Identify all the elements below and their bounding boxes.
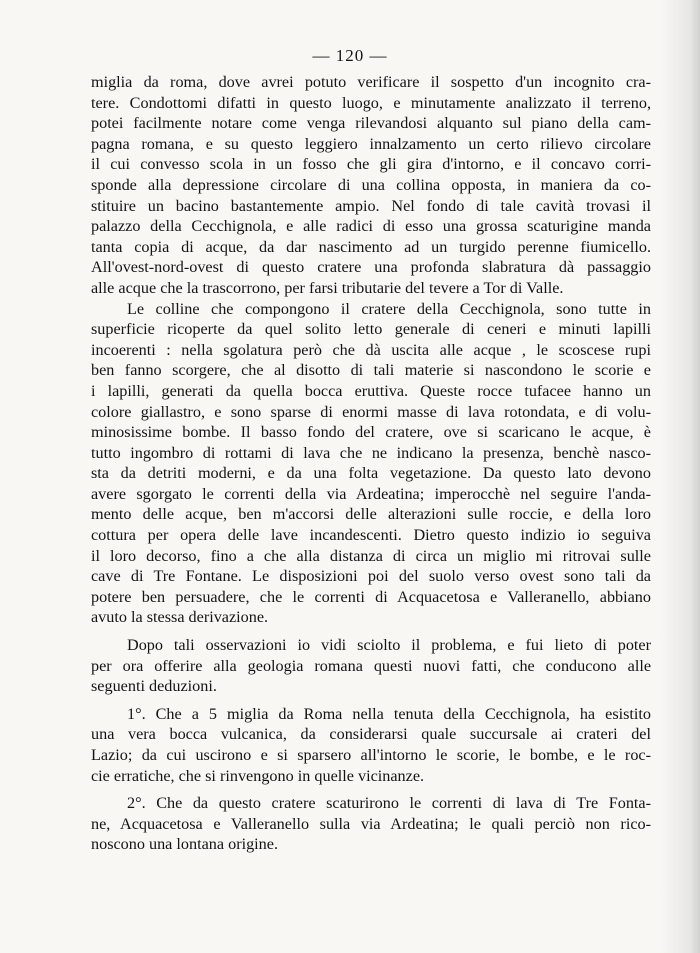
paragraph bbox=[91, 635, 651, 697]
text-line: cottura per opera delle lave incandescenti. Dietro questo indizio io seguiva bbox=[91, 526, 651, 545]
text-line: colore giallastro, e sono sparse di enormi masse di lava rotondata, e di volu- bbox=[91, 402, 651, 421]
paragraph-gap bbox=[91, 786, 651, 793]
text-line: il loro decorso, fino a che alla distanza di circa un miglio mi ritrovai sulle bbox=[91, 546, 651, 565]
text-line: incoerenti : nella sgolatura però che dà uscita alle acque , le scoscese rupi bbox=[91, 340, 651, 359]
text-line: una vera bocca vulcanica, da considerarsi quale succursale ai crateri del bbox=[91, 725, 651, 744]
text-line: superficie ricoperte da quel solito letto generale di ceneri e minuti lapilli bbox=[91, 320, 651, 339]
text-line: All'ovest-nord-ovest di questo cratere una profonda slabratura dà passaggio bbox=[91, 258, 651, 277]
text-line: Dopo tali osservazioni io vidi sciolto il problema, e fui lieto di poter bbox=[127, 636, 651, 655]
paragraph bbox=[91, 72, 651, 299]
body-text bbox=[91, 72, 651, 855]
text-line: noscono una lontana origine. bbox=[91, 835, 279, 854]
text-line: minosissime bombe. Il basso fondo del cratere, ove si scaricano le acque, è bbox=[91, 423, 651, 442]
text-line: cie erratiche, che si rinvengono in quelle vicinanze. bbox=[91, 766, 425, 785]
paragraph-gap bbox=[91, 628, 651, 635]
text-line: per ora offerire alla geologia romana questi nuovi fatti, che conducono alle bbox=[91, 656, 651, 675]
text-line: sponde alla depressione circolare di una collina opposta, in maniera da co- bbox=[91, 175, 651, 194]
text-line: i lapilli, generati da quella bocca eruttiva. Queste rocce tufacee hanno un bbox=[91, 381, 651, 400]
text-line: pagna romana, e su questo leggiero innalzamento un certo rilievo circolare bbox=[91, 134, 651, 153]
text-line: cave di Tre Fontane. Le disposizioni poi del suolo verso ovest sono tali da bbox=[91, 567, 651, 586]
text-line: stituire un bacino bastantemente ampio. Nel fondo di tale cavità trovasi il bbox=[91, 196, 651, 215]
text-line: potei facilmente notare come venga rilevandosi alquanto sul piano della cam- bbox=[91, 114, 651, 133]
text-line: 2°. Che da questo cratere scaturirono le correnti di lava di Tre Fonta- bbox=[127, 794, 651, 813]
page-number: — 120 — bbox=[312, 46, 388, 65]
text-line: seguenti deduzioni. bbox=[91, 677, 217, 696]
text-line: 1°. Che a 5 miglia da Roma nella tenuta della Cecchignola, ha esistito bbox=[127, 704, 651, 723]
text-line: tere. Condottomi difatti in questo luogo, e minutamente analizzato il terreno, bbox=[91, 93, 651, 112]
text-line: palazzo della Cecchignola, e alle radici di esso una grossa scaturigine manda bbox=[91, 217, 651, 236]
text-line: miglia da roma, dove avrei potuto verificare il sospetto d'un incognito cra- bbox=[91, 73, 651, 91]
text-line: il cui convesso scola in un fosso che gli gira d'intorno, e il concavo corri- bbox=[91, 155, 651, 174]
text-line: ben fanno scorgere, che al disotto di tali materie si nascondono le scorie e bbox=[91, 361, 651, 380]
text-line: Le colline che compongono il cratere della Cecchignola, sono tutte in bbox=[127, 299, 651, 318]
paragraph bbox=[91, 299, 651, 629]
text-line: sta da detriti moderni, e da una folta vegetazione. Da questo lato devono bbox=[91, 464, 651, 483]
text-line: potere ben persuadere, che le correnti di Acquacetosa e Valleranello, abbiano bbox=[91, 587, 651, 606]
text-line: avere sgorgato le correnti della via Ardeatina; imperocchè nel seguire l'anda- bbox=[91, 484, 651, 503]
text-line: avuto la stessa derivazione. bbox=[91, 608, 269, 627]
text-line: Lazio; da cui uscirono e si sparsero all'intorno le scorie, le bombe, e le roc- bbox=[91, 746, 651, 764]
text-line: mento delle acque, ben m'accorsi delle alterazioni sulle roccie, e della loro bbox=[91, 505, 651, 524]
text-line: ne, Acquacetosa e Valleranello sulla via Ardeatina; le quali perciò non rico- bbox=[91, 814, 651, 833]
paragraph bbox=[91, 793, 651, 855]
text-line: alle acque che la trascorrono, per farsi tributarie del tevere a Tor di Valle. bbox=[91, 278, 564, 297]
text-line: tanta copia di acque, da dar nascimento ad un turgido perenne fiumicello. bbox=[91, 237, 651, 256]
paragraph bbox=[91, 704, 651, 786]
paragraph-gap bbox=[91, 697, 651, 704]
text-line: tutto ingombro di rottami di lava che ne indicano la presenza, benchè nasco- bbox=[91, 443, 651, 462]
